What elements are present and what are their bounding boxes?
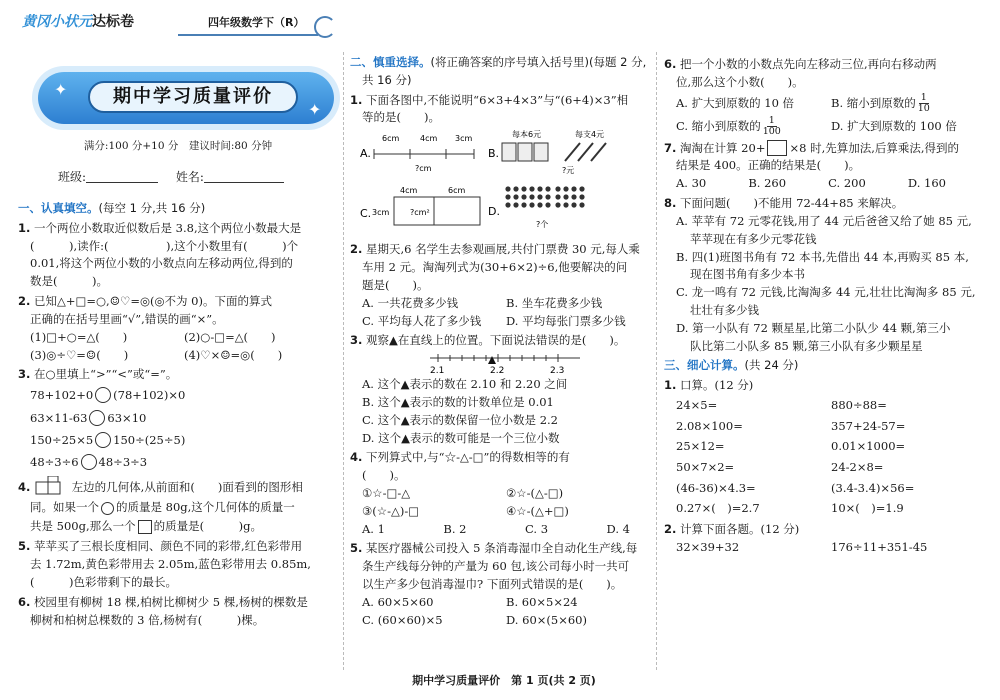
text-line: 0.27×( )=2.7: [676, 501, 760, 516]
class-field[interactable]: [86, 170, 158, 183]
fig-label: ?元: [562, 166, 575, 176]
text-line: (2)○-□=△( ): [184, 329, 276, 344]
text-line: 位,那么这个小数( )。: [676, 74, 804, 89]
text-line: 苹苹现在有多少元零花钱: [690, 231, 817, 246]
star-icon: ✦: [54, 80, 68, 99]
text-line: 24-2×8=: [831, 460, 884, 475]
text-line: 壮壮有多少钱: [690, 302, 759, 317]
text-line: (共 24 分): [744, 358, 799, 373]
text-line: 6.: [18, 594, 31, 609]
question-3: [18, 366, 338, 474]
fig-label: 4cm: [400, 186, 418, 196]
text-line: 78+102+0: [30, 388, 94, 403]
text-line: 50×7×2=: [676, 460, 735, 475]
column-divider: [343, 52, 344, 670]
student-info: [58, 168, 338, 187]
text-line: B. 缩小到原数的: [831, 95, 916, 110]
text-line: 等的是( )。: [362, 110, 440, 125]
text-line: ( )色彩带剩下的最长。: [30, 574, 177, 589]
text-line: 4.: [18, 479, 31, 494]
text-line: 下面各图中,不能说明“6×3+4×3”与“(6+4)×3”相: [366, 92, 629, 107]
column-left: [18, 0, 338, 700]
text-line: 24×5=: [676, 398, 718, 412]
section-heading: [350, 54, 650, 72]
text-line: 的质量是 80g,这个几何体的质量一: [116, 499, 295, 514]
text-line: 3.: [18, 367, 31, 382]
text-line: A. 一共花费多少钱: [362, 295, 459, 310]
text-line: 题是( )。: [362, 277, 429, 292]
text-line: 1.: [350, 92, 363, 107]
cube-figure-icon: [34, 476, 68, 496]
text-line: 6.: [664, 57, 677, 71]
text-line: 下面问题( )不能用 72-44+85 来解决。: [680, 196, 904, 211]
question-1: [350, 92, 650, 240]
text-line: 车用 2 元。淘淘列式为(30+6×2)÷6,他要解决的问: [362, 260, 628, 275]
text-line: 0.01×1000=: [831, 439, 906, 454]
text-line: A. 扩大到原数的 10 倍: [676, 95, 795, 110]
page-title: 期中学习质量评价: [88, 81, 298, 113]
name-field[interactable]: [204, 170, 284, 183]
text-line: C. (60×60)×5: [362, 612, 443, 627]
section-heading: [18, 200, 338, 218]
text-line: 150÷(25÷5): [113, 432, 186, 447]
text-line: 5.: [350, 541, 363, 556]
question-7: [664, 140, 986, 193]
fig-label: ?cm²: [410, 208, 430, 218]
brand-divider: [178, 34, 318, 36]
text-line: (3)◎÷♡=☺( ): [30, 347, 129, 362]
text-line: 口算。(12 分): [680, 378, 754, 393]
swirl-icon: [314, 16, 336, 38]
text-line: A. 30: [676, 176, 707, 191]
text-line: C. 平均每人花了多少钱: [362, 313, 482, 328]
text-line: 校园里有柳树 18 棵,柏树比柳树少 5 棵,杨树的棵数是: [34, 594, 308, 609]
tick-label: 2.2: [490, 366, 505, 377]
text-line: 以生产多少包消毒湿巾? 下面列式错误的是( )。: [362, 577, 623, 592]
text-line: 8.: [664, 196, 677, 211]
fig-label: ?个: [536, 220, 549, 230]
section-choice: [350, 54, 650, 630]
text-line: 下列算式中,与“☆-△-□”的得数相等的有: [366, 450, 570, 465]
compare-circle[interactable]: [95, 432, 111, 448]
text-line: D. 平均每张门票多少钱: [506, 313, 626, 328]
text-line: 48÷3÷3: [98, 455, 148, 470]
text-line: 3.: [350, 333, 363, 348]
fig-label: 6cm: [382, 134, 400, 144]
text-line: A. 60×5×60: [362, 594, 434, 609]
calc-question-1: [664, 377, 986, 519]
text-line: 条生产线每分钟的产量为 60 包,该公司每小时一共可: [362, 559, 630, 574]
text-line: 已知△+□=○,☺♡=◎(◎不为 0)。下面的算式: [34, 294, 272, 309]
text-line: (将正确答案的序号填入括号里)(每题 2 分,: [430, 55, 647, 69]
tick-label: 2.1: [430, 366, 445, 377]
brand-name: 达标卷: [92, 14, 134, 30]
text-line: 1: [920, 91, 927, 103]
text-line: 现在图书角有多少本书: [690, 267, 805, 282]
text-line: 63×11-63: [30, 410, 88, 425]
text-line: ×8 时,先算加法,后算乘法,得到的: [789, 140, 960, 155]
text-line: D. 60×(5×60): [506, 612, 587, 627]
question-3: [350, 332, 650, 447]
text-line: 一、认真填空。: [18, 201, 99, 215]
text-line: C. 3: [525, 521, 549, 536]
name-label: 姓名:: [175, 170, 204, 184]
column-right: [664, 0, 986, 700]
question-5: [18, 538, 338, 591]
section-heading: [664, 357, 986, 375]
text-line: 2.: [350, 242, 363, 257]
section-fill-in: [18, 200, 338, 629]
text-line: 1.: [18, 220, 31, 235]
text-line: B. 60×5×24: [506, 594, 578, 609]
text-line: 去 1.72m,黄色彩带用去 2.05m,蓝色彩带用去 0.85m,: [30, 557, 311, 572]
option-b-label: B.: [488, 147, 500, 161]
text-line: 176÷11+351-45: [831, 539, 928, 554]
text-line: B. 260: [748, 176, 787, 191]
option-d-label: D.: [488, 205, 500, 219]
text-line: (每空 1 分,共 16 分): [98, 201, 206, 215]
section-choice-cont: [664, 54, 986, 557]
text-line: 共是 500g,那么一个: [30, 519, 136, 534]
text-line: 880÷88=: [831, 398, 887, 412]
question-1: [18, 220, 338, 291]
text-line: D. 160: [907, 176, 946, 191]
text-line: 某医疗器械公司投入 5 条消毒湿巾全自动化生产线,每: [366, 541, 638, 556]
tick-label: 2.3: [550, 366, 565, 377]
question-4: [350, 449, 650, 538]
text-line: 48÷3÷6: [30, 455, 79, 470]
fig-label: 每支4元: [575, 130, 605, 140]
text-line: A. 苹苹有 72 元零花钱,用了 44 元后爸爸又给了她 85 元,: [676, 213, 972, 228]
text-line: 淘淘在计算 20+: [680, 140, 766, 155]
text-line: C. 200: [828, 176, 866, 191]
text-line: D. 4: [606, 521, 630, 536]
text-line: 观察▲在直线上的位置。下面说法错误的是( )。: [366, 333, 626, 348]
fig-label: 3cm: [455, 134, 473, 144]
text-line: (4)♡×☺=◎( ): [184, 347, 283, 362]
question-2: [18, 293, 338, 364]
calc-question-2: [664, 521, 986, 557]
question-8: [664, 195, 986, 355]
text-line: 一个两位小数取近似数后是 3.8,这个两位小数最大是: [34, 220, 302, 235]
triangle-marker: [488, 356, 496, 364]
text-line: C. 龙一鸣有 72 元钱,比淘淘多 44 元,壮壮比淘淘多 85 元,: [676, 285, 976, 300]
text-line: 正确的在括号里画“√”,错误的画“×”。: [30, 311, 224, 326]
text-line: ④☆-(△+□): [506, 503, 569, 518]
text-line: 三、细心计算。: [664, 358, 745, 373]
text-line: 2.08×100=: [676, 418, 743, 433]
text-line: ③(☆-△)-□: [362, 503, 420, 518]
fig-label: 4cm: [420, 134, 438, 144]
compare-circle[interactable]: [89, 410, 105, 426]
fig-label: 6cm: [448, 186, 466, 196]
text-line: ( )。: [362, 468, 406, 483]
text-line: ②☆-(△-□): [506, 486, 564, 500]
text-line: C. 这个▲表示的数保留一位小数是 2.2: [362, 412, 558, 427]
text-line: 2.: [18, 294, 31, 309]
cube-icon: [138, 520, 152, 534]
title-banner: [38, 72, 334, 124]
text-line: 5.: [18, 539, 31, 554]
exam-meta: 满分:100 分+10 分 建议时间:80 分钟: [83, 140, 273, 152]
question-2: [350, 241, 650, 330]
text-line: B. 这个▲表示的数的计数单位是 0.01: [362, 394, 554, 409]
question-4: [18, 476, 338, 536]
text-line: 150÷25×5: [30, 432, 94, 447]
text-line: 柳树和柏树总棵数的 3 倍,杨树有( )棵。: [30, 612, 265, 627]
text-line: 0.01,将这个两位小数的小数点向左移动两位,得到的: [30, 256, 293, 271]
text-line: 在○里填上“>”“<”或“=”。: [34, 367, 178, 382]
text-line: 的质量是( )g。: [153, 519, 262, 534]
text-line: 星期天,6 名学生去参观画展,共付门票费 30 元,每人乘: [366, 242, 640, 257]
text-line: A. 1: [362, 521, 385, 536]
brand-header: [18, 8, 338, 48]
text-line: (1)□+○=△( ): [30, 329, 128, 344]
text-line: 100: [762, 126, 781, 138]
text-line: 25×12=: [676, 439, 725, 454]
text-line: 左边的几何体,从前面和( )面看到的图形相: [71, 479, 303, 494]
fig-label: 每本6元: [512, 130, 542, 140]
text-line: 10×( )=1.9: [831, 501, 904, 516]
fig-label: ?cm: [415, 164, 432, 174]
question-6: [664, 56, 986, 138]
class-label: 班级:: [58, 170, 87, 184]
text-line: 2.: [664, 522, 677, 537]
section-note: 共 16 分): [362, 72, 412, 87]
option-c-label: C.: [360, 207, 372, 221]
column-middle: [350, 0, 650, 700]
text-line: 苹苹买了三根长度相同、颜色不同的彩带,红色彩带用: [34, 539, 303, 554]
number-line: [350, 350, 650, 376]
brand-tag: 四年级数学下（R）: [208, 16, 305, 29]
text-line: 1.: [664, 378, 677, 393]
page-footer: 期中学习质量评价 第 1 页(共 2 页): [412, 674, 596, 687]
compare-circle[interactable]: [95, 387, 111, 403]
text-line: 把一个小数的小数点先向左移动三位,再向右移动两: [680, 57, 937, 71]
text-line: 结果是 400。正确的结果是( )。: [676, 158, 861, 173]
text-line: B. 坐车花费多少钱: [506, 295, 603, 310]
option-a-label: A.: [360, 147, 371, 161]
column-divider: [656, 52, 657, 670]
text-line: C. 缩小到原数的: [676, 118, 761, 133]
text-line: D. 扩大到原数的 100 倍: [831, 118, 957, 133]
star-icon: ✦: [308, 100, 322, 119]
text-line: 二、慎重选择。: [350, 55, 431, 69]
text-line: 63×10: [107, 410, 147, 425]
brand-logo: 黄冈小状元: [22, 14, 92, 30]
text-line: 同。如果一个: [30, 499, 99, 514]
text-line: ①☆-□-△: [362, 486, 411, 500]
compare-circle[interactable]: [81, 454, 97, 470]
text-line: (3.4-3.4)×56=: [831, 480, 915, 495]
text-line: 4.: [350, 450, 363, 465]
text-line: 7.: [664, 140, 677, 155]
text-line: 数是( )。: [30, 274, 108, 289]
text-line: 10: [917, 103, 930, 115]
question-6: [18, 594, 338, 630]
cube-icon: [101, 502, 114, 515]
text-line: (46-36)×4.3=: [676, 480, 756, 495]
text-line: 计算下面各题。(12 分): [680, 522, 800, 537]
text-line: D. 这个▲表示的数可能是一个三位小数: [362, 430, 560, 445]
blank-box[interactable]: [767, 140, 787, 156]
text-line: D. 第一小队有 72 颗星星,比第二小队少 44 颗,第三小: [676, 320, 951, 335]
text-line: B. 四(1)班图书角有 72 本书,先借出 44 本,再购买 85 本,: [676, 249, 969, 264]
question-5: [350, 540, 650, 629]
text-line: A. 这个▲表示的数在 2.10 和 2.20 之间: [362, 377, 568, 392]
text-line: 队比第二小队多 85 颗,第三小队有多少颗星星: [690, 338, 923, 353]
question-figures: [350, 127, 650, 239]
text-line: 32×39+32: [676, 539, 740, 554]
text-line: 357+24-57=: [831, 418, 906, 433]
text-line: B. 2: [443, 521, 467, 536]
text-line: (78+102)×0: [113, 388, 186, 403]
text-line: 1: [768, 114, 775, 126]
fig-label: 3cm: [372, 208, 390, 218]
text-line: ( ),读作:( ),这个小数里有( )个: [30, 238, 299, 253]
